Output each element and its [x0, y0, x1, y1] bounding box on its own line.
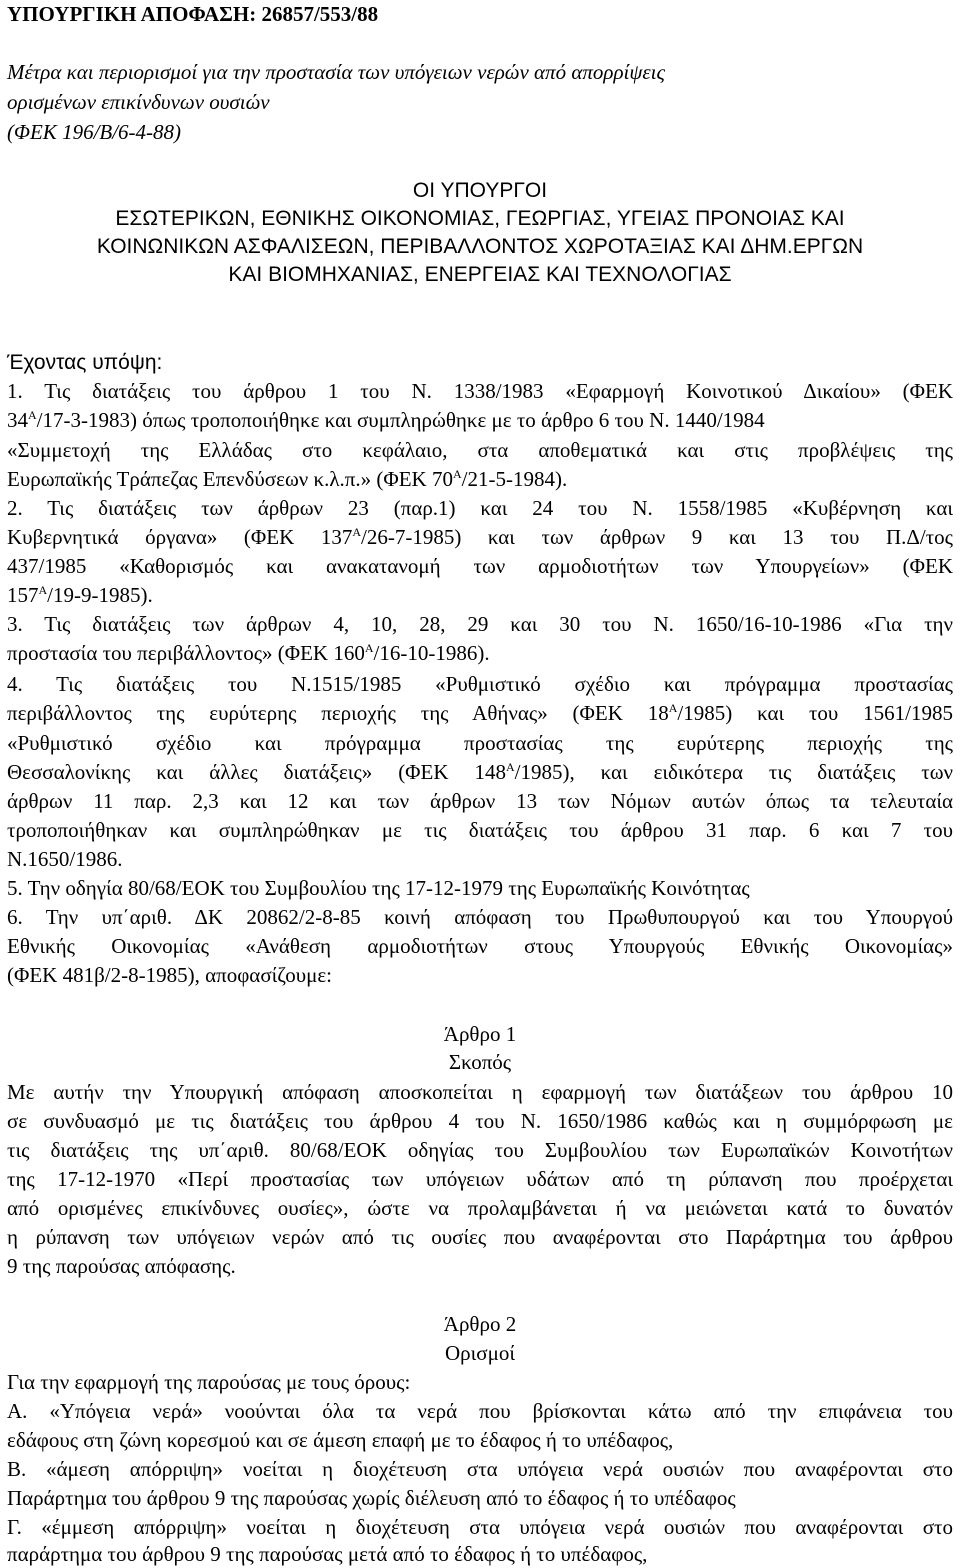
article-2-line-4: Β. «άμεση απόρριψη» νοείται η διοχέτευση στα υπόγεια νερά ουσιών που αναφέρονται στο [7, 1457, 953, 1481]
item-2-line-1: 2. Τις διατάξεις των άρθρων 23 (παρ.1) και 24 του Ν. 1558/1985 «Κυβέρνηση και [7, 496, 953, 520]
ministers-line-2: ΚΟΙΝΩΝΙΚΩΝ ΑΣΦΑΛΙΣΕΩΝ, ΠΕΡΙΒΑΛΛΟΝΤΟΣ ΧΩΡΟΤΑΞΙΑΣ ΚΑΙ ΔΗΜ.ΕΡΓΩΝ [96, 235, 864, 258]
item-1-line-3: «Συμμετοχή της Ελλάδας στο κεφάλαιο, στα αποθεματικά και στις προβλέψεις της [7, 438, 953, 462]
ministers-line-3: ΚΑΙ ΒΙΟΜΗΧΑΝΙΑΣ, ΕΝΕΡΓΕΙΑΣ ΚΑΙ ΤΕΧΝΟΛΟΓΙΑΣ [228, 263, 732, 286]
article-2-line-6: Γ. «έμμεση απόρριψη» νοείται η διοχέτευση στα υπόγεια νερά ουσιών που αναφέρονται στο [7, 1515, 953, 1539]
item-1-line-1: 1. Τις διατάξεις του άρθρου 1 του Ν. 1338/1983 «Εφαρμογή Κοινοτικού Δικαίου» (ΦΕΚ [7, 379, 953, 403]
article-2-heading: Ορισμοί [444, 1341, 516, 1365]
item-3-line-1: 3. Τις διατάξεις των άρθρων 4, 10, 28, 29 και 30 του Ν. 1650/16-10-1986 «Για την [7, 612, 953, 636]
item-6-line-3: (ΦΕΚ 481β/2-8-1985), αποφασίζουμε: [7, 963, 333, 987]
article-2-line-1: Για την εφαρμογή της παρούσας με τους όρους: [7, 1370, 411, 1394]
item-4-line-6: τροποποιήθηκαν και συμπληρώθηκαν με τις διατάξεις του άρθρου 31 παρ. 6 και 7 του [7, 818, 953, 842]
item-4-line-5: άρθρων 11 παρ. 2,3 και 12 και των άρθρων 13 των Νόμων αυτών όπως τα τελευταία [7, 789, 953, 813]
item-6-line-1: 6. Την υπ΄αριθ. ΔΚ 20862/2-8-85 κοινή απόφαση του Πρωθυπουργού και του Υπουργού [7, 905, 953, 929]
document-header: ΥΠΟΥΡΓΙΚΗ ΑΠΟΦΑΣΗ: 26857/553/88 [7, 2, 379, 26]
item-4-line-1: 4. Τις διατάξεις του Ν.1515/1985 «Ρυθμιστικό σχέδιο και πρόγραμμα προστασίας [7, 672, 953, 696]
article-2-line-3: εδάφους στη ζώνη κορεσμού και σε άμεση επαφή με το έδαφος ή το υπέδαφος, [7, 1428, 674, 1452]
article-1-line-2: σε συνδυασμό με τις διατάξεις του άρθρου 4 του Ν. 1650/1986 καθώς και η συμμόρφωση με [7, 1109, 953, 1133]
article-2-line-7: παράρτημα του άρθρου 9 της παρούσας μετά από το έδαφος ή το υπέδαφος, [7, 1542, 648, 1566]
item-2-line-2: Κυβερνητικά όργανα» (ΦΕΚ $137^A/26-7-1985$) και των άρθρων 9 και 13 του Π.Δ/τος [7, 525, 953, 549]
item-4-line-7: Ν.1650/1986. [7, 847, 123, 871]
article-1-line-5: από ορισμένες επικίνδυνες ουσίες», ώστε να προλαμβάνεται ή να μειώνεται κατά το δυνατόν [7, 1196, 953, 1220]
item-2-line-4: $157^A/19-9-1985$). [7, 583, 153, 607]
item-3-line-2: προστασία του περιβάλλοντος» (ΦΕΚ $160^A/16-10-1986$). [7, 641, 490, 665]
item-6-line-2: Εθνικής Οικονομίας «Ανάθεση αρμοδιοτήτων στους Υπουργούς Εθνικής Οικονομίας» [7, 934, 953, 958]
considering-label: Έχοντας υπόψη: [7, 351, 163, 374]
item-4-line-4: Θεσσαλονίκης και άλλες διατάξεις» (ΦΕΚ $148^A/1985$), και ειδικότερα τις διατάξεις των [7, 760, 954, 784]
ministers-line-1: ΕΣΩΤΕΡΙΚΩΝ, ΕΘΝΙΚΗΣ ΟΙΚΟΝΟΜΙΑΣ, ΓΕΩΡΓΙΑΣ, ΥΓΕΙΑΣ ΠΡΟΝΟΙΑΣ ΚΑΙ [115, 207, 845, 230]
item-1-line-2: $34^A/17-3-1983$) όπως τροποποιήθηκε και συμπληρώθηκε με το άρθρο 6 του Ν. 1440/1984 [7, 408, 765, 432]
article-2-title: Άρθρο 2 [443, 1312, 517, 1336]
article-1-title: Άρθρο 1 [443, 1022, 517, 1046]
article-1-heading: Σκοπός [448, 1050, 512, 1074]
article-1-line-1: Με αυτήν την Υπουργική απόφαση αποσκοπείται η εφαρμογή των διατάξεων του άρθρου 10 [7, 1080, 953, 1104]
article-2-line-5: Παράρτημα του άρθρου 9 της παρούσας χωρίς διέλευση από το έδαφος ή το υπέδαφος [7, 1486, 736, 1510]
ministers-heading: ΟΙ ΥΠΟΥΡΓΟΙ [412, 179, 548, 202]
document-subtitle-line-3: (ΦΕΚ 196/Β/6-4-88) [7, 120, 182, 144]
item-1-line-4: Ευρωπαϊκής Τράπεζας Επενδύσεων κ.λ.π.» (ΦΕΚ $70^A/21-5-1984$). [7, 467, 568, 491]
item-2-line-3: 437/1985 «Καθορισμός και ανακατανομή των αρμοδιοτήτων των Υπουργείων» (ΦΕΚ [7, 554, 953, 578]
document-subtitle-line-1: Μέτρα και περιορισμοί για την προστασία των υπόγειων νερών από απορρίψεις [7, 60, 666, 84]
article-1-line-7: 9 της παρούσας απόφασης. [7, 1254, 236, 1278]
document-subtitle-line-2: ορισμένων επικίνδυνων ουσιών [7, 90, 270, 114]
item-5-line-1: 5. Την οδηγία 80/68/ΕΟΚ του Συμβουλίου της 17-12-1979 της Ευρωπαϊκής Κοινότητας [7, 876, 750, 900]
article-1-line-3: τις διατάξεις της υπ΄αριθ. 80/68/ΕΟΚ οδηγίας του Συμβουλίου των Ευρωπαϊκών Κοινοτήτων [7, 1138, 953, 1162]
item-4-line-3: «Ρυθμιστικό σχέδιο και πρόγραμμα προστασίας της ευρύτερης περιοχής της [7, 731, 953, 755]
article-1-line-6: η ρύπανση των υπόγειων νερών από τις ουσίες που αναφέρονται στο Παράρτημα του άρθρου [7, 1225, 953, 1249]
item-4-line-2: περιβάλλοντος της ευρύτερης περιοχής της Αθήνας» (ΦΕΚ $18^A/1985$) και του 1561/1985 [7, 701, 953, 725]
article-1-line-4: της 17-12-1970 «Περί προστασίας των υπόγειων υδάτων από τη ρύπανση που προέρχεται [7, 1167, 953, 1191]
article-2-line-2: Α. «Υπόγεια νερά» νοούνται όλα τα νερά που βρίσκονται κάτω από την επιφάνεια του [7, 1399, 953, 1423]
